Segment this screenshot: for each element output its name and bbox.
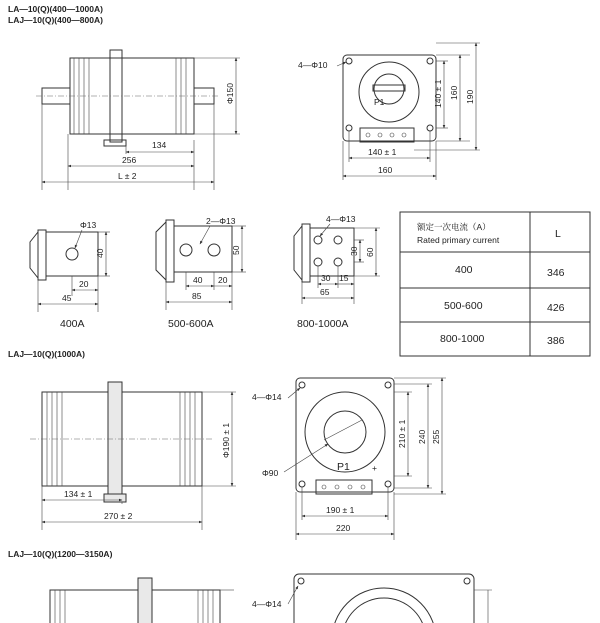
mid-front-view [252, 378, 446, 540]
table-row-L: 426 [547, 302, 565, 314]
table-row-current: 500-600 [444, 300, 483, 312]
dim-160-v: 160 [449, 85, 459, 100]
terminal-400a [30, 220, 110, 330]
dim-t1-phi13: Φ13 [80, 220, 97, 230]
mid-side-view [30, 382, 236, 530]
top-front-view [298, 43, 480, 180]
bottom-views-partial [50, 574, 492, 623]
table-row-L: 346 [547, 267, 565, 279]
dim-t1-20: 20 [79, 279, 89, 289]
dim-4-phi10: 4—Φ10 [298, 60, 328, 70]
rated-current-table [400, 212, 590, 356]
dim-t1-45: 45 [62, 293, 72, 303]
dim-134-pm1: 134 ± 1 [64, 489, 93, 499]
dim-t3-60: 60 [365, 247, 375, 257]
dim-t2-2phi13: 2—Φ13 [206, 216, 236, 226]
dim-4-phi14-bottom: 4—Φ14 [252, 599, 282, 609]
dim-134: 134 [152, 140, 167, 150]
dim-phi190: Φ190 ± 1 [221, 422, 231, 458]
table-row-current: 800-1000 [440, 333, 485, 345]
dim-t3-15: 15 [339, 273, 349, 283]
dim-t2-20: 20 [218, 275, 228, 285]
dim-210-pm1: 210 ± 1 [397, 419, 407, 448]
dim-140-v: 140 ± 1 [433, 79, 443, 108]
dim-t2-85: 85 [192, 291, 202, 301]
dim-160-h: 160 [378, 165, 393, 175]
dim-t3-65: 65 [320, 287, 330, 297]
dim-t3-30-v: 30 [349, 246, 359, 256]
dim-t2-50: 50 [231, 245, 241, 255]
dim-190-v: 190 [465, 89, 475, 104]
label-p1-mid: P1 [337, 461, 350, 473]
dim-255: 255 [431, 429, 441, 444]
dim-270-pm2: 270 ± 2 [104, 511, 133, 521]
table-row-current: 400 [455, 264, 473, 276]
dim-phi150: Φ150 [225, 83, 235, 104]
caption-400a: 400A [60, 318, 85, 330]
dim-190-pm1-h: 190 ± 1 [326, 505, 355, 515]
table-row-L: 386 [547, 335, 565, 347]
dim-t3-4phi13: 4—Φ13 [326, 214, 356, 224]
model-header-la: LA—10(Q)(400—1000A) [8, 4, 103, 14]
label-plus: + [372, 463, 377, 473]
terminal-800-1000a [294, 214, 380, 330]
dim-256: 256 [122, 155, 137, 165]
dim-140-h: 140 ± 1 [368, 147, 397, 157]
caption-500-600a: 500-600A [168, 318, 214, 330]
caption-800-1000a: 800-1000A [297, 318, 349, 330]
table-header-L: L [555, 228, 561, 240]
model-header-laj-1200-3150: LAJ—10(Q)(1200—3150A) [8, 549, 113, 559]
dim-L: L ± 2 [118, 171, 137, 181]
label-p1: P1 [374, 97, 385, 107]
dim-t3-30-h: 30 [321, 273, 331, 283]
terminal-500-600a [156, 216, 246, 330]
dim-t2-40: 40 [193, 275, 203, 285]
top-side-view [36, 50, 240, 190]
table-header-cn: 额定一次电流（A） [417, 222, 491, 232]
model-header-laj-1000: LAJ—10(Q)(1000A) [8, 349, 85, 359]
dim-220: 220 [336, 523, 351, 533]
dim-t1-40: 40 [95, 248, 105, 258]
dim-phi90: Φ90 [262, 468, 279, 478]
table-header-en: Rated primary current [417, 235, 500, 245]
dim-4-phi14-mid: 4—Φ14 [252, 392, 282, 402]
model-header-laj-400-800: LAJ—10(Q)(400—800A) [8, 15, 103, 25]
dim-240: 240 [417, 429, 427, 444]
